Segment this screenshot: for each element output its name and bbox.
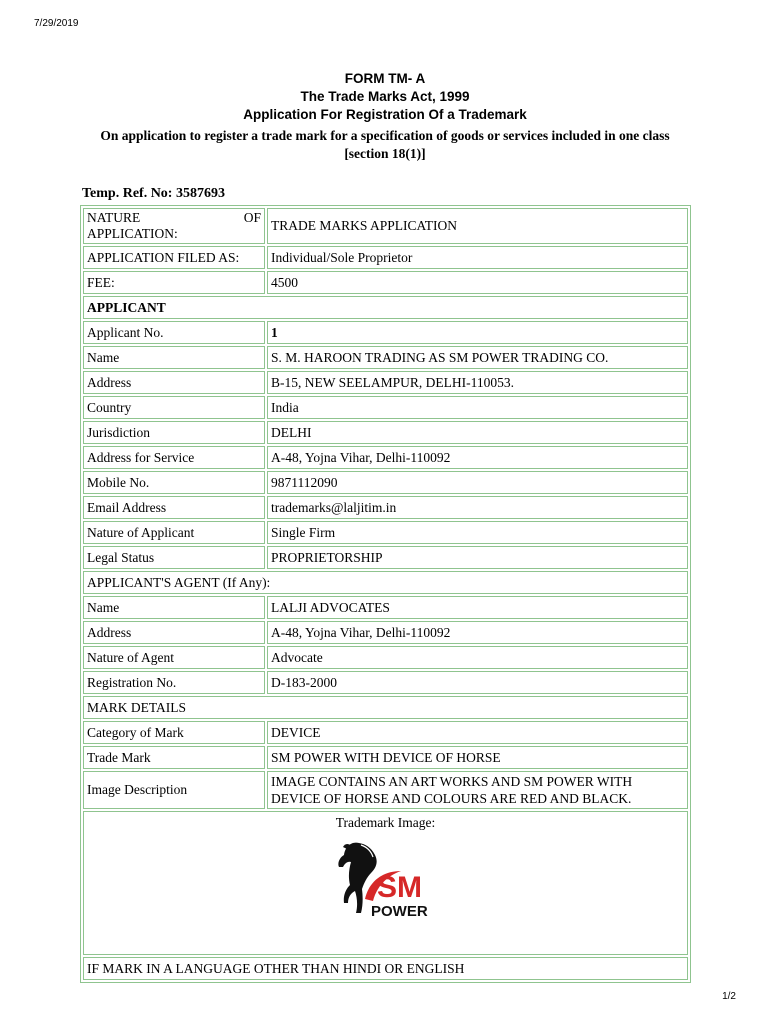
form-subtitle: On application to register a trade mark for a specification of goods or services included in one class [section 18(1)] (100, 128, 670, 161)
field-value: D-183-2000 (267, 671, 688, 694)
field-value: India (267, 396, 688, 419)
field-value: DEVICE (267, 721, 688, 744)
table-row (83, 496, 688, 519)
table-row (83, 621, 688, 644)
page-number: 1/2 (722, 991, 736, 1002)
form-number: FORM TM- A (344, 71, 426, 86)
application-table (80, 205, 691, 983)
fee-value: 4500 (267, 271, 688, 294)
table-row (83, 371, 688, 394)
table-row (83, 321, 688, 344)
field-label: Nature of Applicant (83, 521, 265, 544)
trademark-logo (331, 837, 441, 927)
field-label: Email Address (83, 496, 265, 519)
mark-heading: MARK DETAILS (83, 696, 688, 719)
field-value: S. M. HAROON TRADING AS SM POWER TRADING CO. (267, 346, 688, 369)
field-label: Mobile No. (83, 471, 265, 494)
table-row (83, 446, 688, 469)
field-value: Advocate (267, 646, 688, 669)
field-value: A-48, Yojna Vihar, Delhi-110092 (267, 446, 688, 469)
field-value: Single Firm (267, 521, 688, 544)
applicant-heading: APPLICANT (83, 296, 688, 319)
field-label: Address (83, 371, 265, 394)
nature-label-b: OF (243, 210, 261, 225)
nature-label-c: APPLICATION: (87, 226, 178, 241)
nature-label (83, 208, 265, 244)
page-title: Application For Registration Of a Trademark (243, 107, 527, 122)
logo-sm-text: SM (376, 871, 422, 904)
applicant-heading-row (83, 296, 688, 319)
table-row (83, 771, 688, 809)
filed-as-label: APPLICATION FILED AS: (83, 246, 265, 269)
agent-heading: APPLICANT'S AGENT (If Any): (83, 571, 688, 594)
mark-heading-row (83, 696, 688, 719)
field-label: Name (83, 596, 265, 619)
field-label: Legal Status (83, 546, 265, 569)
field-label: Country (83, 396, 265, 419)
nature-row (83, 208, 688, 244)
field-value: LALJI ADVOCATES (267, 596, 688, 619)
field-value: A-48, Yojna Vihar, Delhi-110092 (267, 621, 688, 644)
field-label: Applicant No. (83, 321, 265, 344)
form-header (0, 70, 770, 124)
table-row (83, 746, 688, 769)
table-row (83, 421, 688, 444)
table-row (83, 396, 688, 419)
filed-as-value: Individual/Sole Proprietor (267, 246, 688, 269)
field-label: Trade Mark (83, 746, 265, 769)
trademark-image-cell (83, 811, 688, 955)
field-value: SM POWER WITH DEVICE OF HORSE (267, 746, 688, 769)
logo-power-text: POWER (370, 903, 428, 920)
language-row-text: IF MARK IN A LANGUAGE OTHER THAN HINDI OR ENGLISH (83, 957, 688, 980)
table-row (83, 346, 688, 369)
field-value: DELHI (267, 421, 688, 444)
field-value: B-15, NEW SEELAMPUR, DELHI-110053. (267, 371, 688, 394)
trademark-image-title: Trademark Image: (335, 815, 436, 830)
field-label: Address for Service (83, 446, 265, 469)
field-label: Address (83, 621, 265, 644)
language-row (83, 957, 688, 980)
print-date: 7/29/2019 (34, 18, 79, 29)
table-row (83, 721, 688, 744)
horse-logo-image (331, 837, 441, 923)
field-label: Name (83, 346, 265, 369)
filed-as-row (83, 246, 688, 269)
table-row (83, 521, 688, 544)
applicant-number-value: 1 (267, 321, 688, 344)
table-row (83, 646, 688, 669)
field-value: IMAGE CONTAINS AN ART WORKS AND SM POWER WITH DEVICE OF HORSE AND COLOURS ARE RED AND BLACK. (267, 771, 688, 809)
trademark-image-row (83, 811, 688, 955)
field-label: Jurisdiction (83, 421, 265, 444)
table-row (83, 596, 688, 619)
fee-label: FEE: (83, 271, 265, 294)
field-label: Nature of Agent (83, 646, 265, 669)
nature-value: TRADE MARKS APPLICATION (267, 208, 688, 244)
temp-ref-number: Temp. Ref. No: 3587693 (82, 186, 225, 201)
field-label: Category of Mark (83, 721, 265, 744)
field-value: trademarks@laljitim.in (267, 496, 688, 519)
field-value: PROPRIETORSHIP (267, 546, 688, 569)
act-title: The Trade Marks Act, 1999 (300, 89, 470, 104)
table-row (83, 546, 688, 569)
field-label: Registration No. (83, 671, 265, 694)
nature-label-a: NATURE (87, 210, 141, 225)
agent-heading-row (83, 571, 688, 594)
field-value: 9871112090 (267, 471, 688, 494)
table-row (83, 471, 688, 494)
table-row (83, 671, 688, 694)
field-label: Image Description (83, 771, 265, 809)
fee-row (83, 271, 688, 294)
